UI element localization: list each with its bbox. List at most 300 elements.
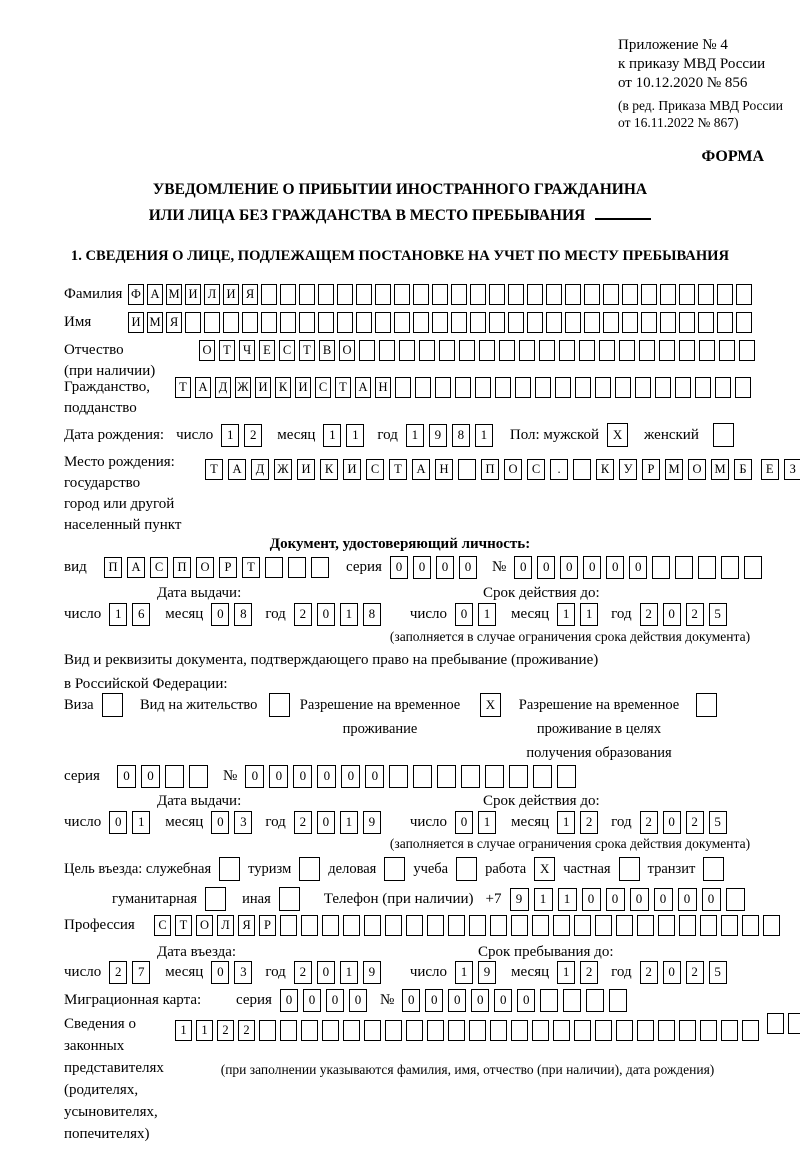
char-cell: 2: [686, 603, 704, 626]
char-cell: 8: [234, 603, 252, 626]
purpose-row: [64, 857, 724, 881]
char-cell: Е: [259, 340, 275, 361]
char-cell: [584, 312, 600, 333]
char-cell: [299, 857, 320, 881]
char-cell: К: [275, 377, 291, 398]
char-cell: 1: [323, 424, 341, 447]
char-cell: 2: [294, 811, 312, 834]
char-cell: 0: [117, 765, 136, 788]
char-cell: 0: [583, 556, 601, 579]
stay-year-cells: [640, 961, 732, 984]
char-cell: [261, 284, 277, 305]
char-cell: [427, 1020, 444, 1041]
char-cell: [721, 1020, 738, 1041]
char-cell: 0: [365, 765, 384, 788]
char-cell: [205, 887, 226, 911]
char-cell: [635, 377, 651, 398]
entry-month-cells: [211, 961, 257, 984]
char-cell: Д: [251, 459, 269, 480]
char-cell: [508, 312, 524, 333]
res-issue-header: Дата выдачи:: [157, 793, 242, 809]
char-cell: 0: [211, 961, 229, 984]
char-cell: X: [480, 693, 501, 717]
res-expiry-year-cells: [640, 811, 732, 834]
char-cell: З: [784, 459, 800, 480]
char-cell: [432, 284, 448, 305]
patronymic-label: Отчество (при наличии): [64, 342, 156, 379]
char-cell: [584, 284, 600, 305]
char-cell: [204, 312, 220, 333]
char-cell: О: [504, 459, 522, 480]
char-cell: [695, 377, 711, 398]
id-issue-year-label: год: [265, 606, 286, 623]
char-cell: [301, 1020, 318, 1041]
birth-year-cells: [406, 424, 498, 447]
entry-dates-row: [64, 961, 732, 984]
doc-number-label: №: [491, 559, 507, 576]
phone-label: Телефон (при наличии): [323, 890, 474, 907]
char-cell: 0: [537, 556, 555, 579]
form-title-line2-text: ИЛИ ЛИЦА БЕЗ ГРАЖДАНСТВА В МЕСТО ПРЕБЫВАНИЯ: [148, 207, 586, 224]
char-cell: 0: [341, 765, 360, 788]
char-cell: [763, 915, 780, 936]
doc-kind-label: вид: [64, 559, 87, 576]
char-cell: X: [607, 423, 628, 447]
char-cell: [435, 377, 451, 398]
char-cell: [559, 340, 575, 361]
residence-intro-line2: в Российской Федерации:: [64, 676, 228, 692]
char-cell: [461, 765, 480, 788]
char-cell: 1: [346, 424, 364, 447]
char-cell: [242, 312, 258, 333]
title-blank-underline: [595, 205, 651, 220]
patronymic-row: [64, 340, 759, 382]
res-expiry-note: (заполняется в случае ограничения срока действия документа): [389, 836, 751, 851]
char-cell: [767, 1013, 784, 1034]
purpose-other-checkbox: [279, 887, 300, 911]
char-cell: [715, 377, 731, 398]
purpose-study-checkbox: [456, 857, 477, 881]
birth-day-cells: [221, 424, 267, 447]
profession-label: Профессия: [64, 917, 135, 934]
char-cell: [721, 915, 738, 936]
char-cell: 0: [317, 961, 335, 984]
visa-option: [64, 693, 123, 717]
char-cell: Е: [761, 459, 779, 480]
char-cell: 1: [455, 961, 473, 984]
char-cell: [375, 284, 391, 305]
char-cell: [658, 1020, 675, 1041]
char-cell: [427, 915, 444, 936]
char-cell: [565, 284, 581, 305]
res-expiry-month-label: месяц: [511, 814, 550, 831]
char-cell: 1: [475, 424, 493, 447]
residence-permit-label: Вид на жительство: [140, 697, 258, 713]
char-cell: 2: [640, 603, 658, 626]
char-cell: И: [343, 459, 361, 480]
sex-male-label: Пол: мужской: [509, 426, 600, 443]
char-cell: И: [223, 284, 239, 305]
birth-year-label: год: [377, 426, 398, 443]
char-cell: 0: [280, 989, 298, 1012]
identity-doc-header: Документ, удостоверяющий личность:: [269, 536, 531, 552]
char-cell: [469, 915, 486, 936]
id-expiry-month-cells: [557, 603, 603, 626]
char-cell: 9: [478, 961, 496, 984]
char-cell: 5: [709, 603, 727, 626]
residence-permit-option: [140, 693, 290, 717]
char-cell: [703, 857, 724, 881]
char-cell: [533, 765, 552, 788]
char-cell: 1: [175, 1020, 192, 1041]
char-cell: [399, 340, 415, 361]
char-cell: [717, 312, 733, 333]
char-cell: [406, 1020, 423, 1041]
char-cell: 1: [558, 888, 577, 911]
purpose-commercial-checkbox: [384, 857, 405, 881]
char-cell: Р: [219, 557, 237, 578]
char-cell: Р: [642, 459, 660, 480]
purpose-prefix-label: Цель въезда: служебная: [64, 860, 212, 877]
mig-number-label: №: [379, 992, 395, 1009]
char-cell: [652, 556, 670, 579]
char-cell: 1: [557, 961, 575, 984]
char-cell: [343, 915, 360, 936]
mig-series-label: серия: [236, 992, 272, 1009]
char-cell: [439, 340, 455, 361]
purpose-commercial-label: деловая: [328, 860, 377, 877]
char-cell: Я: [238, 915, 255, 936]
char-cell: [265, 557, 283, 578]
char-cell: 0: [455, 811, 473, 834]
char-cell: [499, 340, 515, 361]
char-cell: 9: [363, 961, 381, 984]
id-expiry-month-label: месяц: [511, 606, 550, 623]
char-cell: 2: [580, 811, 598, 834]
purpose-work-label: работа: [485, 860, 527, 877]
char-cell: 1: [132, 811, 150, 834]
char-cell: 0: [413, 556, 431, 579]
char-cell: Ж: [235, 377, 251, 398]
char-cell: 0: [317, 811, 335, 834]
mig-series-cells: [280, 989, 372, 1012]
char-cell: 2: [640, 961, 658, 984]
char-cell: [470, 284, 486, 305]
char-cell: [519, 340, 535, 361]
birth-day-label: число: [176, 426, 214, 443]
char-cell: [679, 1020, 696, 1041]
char-cell: 0: [514, 556, 532, 579]
char-cell: 2: [686, 961, 704, 984]
char-cell: С: [527, 459, 545, 480]
patronymic-cells: [199, 340, 759, 361]
char-cell: 0: [606, 888, 625, 911]
char-cell: [658, 915, 675, 936]
phone-cells: [510, 888, 750, 911]
char-cell: [432, 312, 448, 333]
char-cell: [565, 312, 581, 333]
char-cell: 0: [269, 765, 288, 788]
char-cell: [535, 377, 551, 398]
entry-year-cells: [294, 961, 386, 984]
res-dates-row: [64, 811, 732, 834]
birth-place-row2: [761, 459, 800, 480]
char-cell: X: [534, 857, 555, 881]
char-cell: [223, 312, 239, 333]
char-cell: О: [196, 915, 213, 936]
char-cell: И: [255, 377, 271, 398]
char-cell: [448, 915, 465, 936]
char-cell: [394, 284, 410, 305]
char-cell: [413, 312, 429, 333]
form-title-line1: УВЕДОМЛЕНИЕ О ПРИБЫТИИ ИНОСТРАННОГО ГРАЖДАНИНА: [152, 181, 648, 198]
temp-residence-education-option: [510, 693, 717, 765]
id-expiry-year-cells: [640, 603, 732, 626]
residence-series-label: серия: [64, 768, 100, 785]
char-cell: 0: [663, 811, 681, 834]
char-cell: [343, 1020, 360, 1041]
char-cell: 1: [221, 424, 239, 447]
char-cell: 0: [517, 989, 535, 1012]
char-cell: 0: [678, 888, 697, 911]
visa-checkbox: [102, 693, 123, 717]
purpose-humanitarian-checkbox: [205, 887, 226, 911]
char-cell: [595, 377, 611, 398]
char-cell: 2: [238, 1020, 255, 1041]
char-cell: [555, 377, 571, 398]
char-cell: [675, 377, 691, 398]
purpose-private-checkbox: [619, 857, 640, 881]
char-cell: 0: [109, 811, 127, 834]
char-cell: [573, 459, 591, 480]
char-cell: [679, 284, 695, 305]
char-cell: [337, 312, 353, 333]
char-cell: [532, 915, 549, 936]
char-cell: И: [128, 312, 144, 333]
char-cell: [509, 765, 528, 788]
char-cell: 0: [326, 989, 344, 1012]
char-cell: [356, 312, 372, 333]
char-cell: [419, 340, 435, 361]
entry-date-header: Дата въезда:: [157, 944, 237, 960]
char-cell: Т: [335, 377, 351, 398]
id-expiry-day-cells: [455, 603, 501, 626]
char-cell: Т: [205, 459, 223, 480]
char-cell: У: [619, 459, 637, 480]
char-cell: 1: [478, 603, 496, 626]
phone-prefix: +7: [485, 890, 502, 907]
doc-series-cells: [390, 556, 482, 579]
char-cell: И: [297, 459, 315, 480]
birth-date-label: Дата рождения:: [64, 426, 165, 443]
char-cell: 9: [429, 424, 447, 447]
char-cell: М: [147, 312, 163, 333]
birth-place-block: [64, 452, 800, 536]
res-issue-day-label: число: [64, 814, 102, 831]
char-cell: 1: [406, 424, 424, 447]
char-cell: [675, 556, 693, 579]
char-cell: [280, 312, 296, 333]
char-cell: [619, 340, 635, 361]
char-cell: [700, 915, 717, 936]
char-cell: 1: [340, 811, 358, 834]
char-cell: О: [339, 340, 355, 361]
char-cell: [641, 312, 657, 333]
char-cell: 2: [109, 961, 127, 984]
representatives-note: (при заполнении указываются фамилия, имя, отчество (при наличии), дата рождения): [220, 1062, 715, 1078]
purpose-business-checkbox: [219, 857, 240, 881]
char-cell: [553, 1020, 570, 1041]
char-cell: [744, 556, 762, 579]
char-cell: [527, 312, 543, 333]
entry-day-cells: [109, 961, 155, 984]
char-cell: [394, 312, 410, 333]
char-cell: 0: [211, 811, 229, 834]
char-cell: [698, 284, 714, 305]
char-cell: А: [127, 557, 145, 578]
char-cell: Н: [375, 377, 391, 398]
char-cell: Т: [219, 340, 235, 361]
char-cell: [615, 377, 631, 398]
char-cell: [719, 340, 735, 361]
char-cell: [458, 459, 476, 480]
purpose-other-label: иная: [242, 890, 271, 907]
char-cell: 1: [478, 811, 496, 834]
profession-cells: [154, 915, 784, 936]
id-dates-row: [64, 603, 732, 626]
temp-residence-education-label: Разрешение на временное проживание в целях получения образования: [518, 697, 680, 761]
purpose-tourism-checkbox: [299, 857, 320, 881]
char-cell: [280, 284, 296, 305]
char-cell: [385, 915, 402, 936]
char-cell: [700, 1020, 717, 1041]
birth-month-cells: [323, 424, 369, 447]
char-cell: 0: [141, 765, 160, 788]
char-cell: [259, 1020, 276, 1041]
char-cell: [318, 284, 334, 305]
char-cell: [599, 340, 615, 361]
surname-row: [64, 284, 755, 305]
char-cell: 1: [534, 888, 553, 911]
char-cell: Т: [242, 557, 260, 578]
residence-series-row: [64, 765, 581, 788]
char-cell: [185, 312, 201, 333]
char-cell: 7: [132, 961, 150, 984]
birth-place-label: Место рождения: государство город или другой населенный пункт: [64, 454, 182, 533]
char-cell: [788, 1013, 800, 1034]
char-cell: [619, 857, 640, 881]
char-cell: [515, 377, 531, 398]
char-cell: [485, 765, 504, 788]
char-cell: [527, 284, 543, 305]
char-cell: [280, 1020, 297, 1041]
char-cell: 0: [663, 603, 681, 626]
doc-series-label: серия: [346, 559, 382, 576]
char-cell: А: [147, 284, 163, 305]
citizenship-cells: [175, 377, 755, 398]
char-cell: [616, 915, 633, 936]
citizenship-label: Гражданство, подданство: [64, 379, 151, 416]
char-cell: 2: [244, 424, 262, 447]
char-cell: [721, 556, 739, 579]
birth-date-row: [64, 423, 734, 447]
char-cell: [698, 556, 716, 579]
char-cell: [622, 284, 638, 305]
char-cell: [322, 915, 339, 936]
char-cell: [219, 857, 240, 881]
entry-month-label: месяц: [165, 964, 204, 981]
char-cell: И: [185, 284, 201, 305]
char-cell: С: [154, 915, 171, 936]
char-cell: [489, 312, 505, 333]
char-cell: [603, 284, 619, 305]
char-cell: [495, 377, 511, 398]
char-cell: [511, 915, 528, 936]
char-cell: [553, 915, 570, 936]
char-cell: Ж: [274, 459, 292, 480]
char-cell: 0: [303, 989, 321, 1012]
char-cell: 3: [234, 811, 252, 834]
char-cell: [713, 423, 734, 447]
char-cell: [579, 340, 595, 361]
representatives-row1: [175, 1020, 763, 1041]
char-cell: Д: [215, 377, 231, 398]
char-cell: 8: [452, 424, 470, 447]
char-cell: [511, 1020, 528, 1041]
char-cell: [575, 377, 591, 398]
id-issue-month-label: месяц: [165, 606, 204, 623]
char-cell: [301, 915, 318, 936]
char-cell: 0: [245, 765, 264, 788]
char-cell: .: [550, 459, 568, 480]
char-cell: 0: [629, 556, 647, 579]
res-expiry-month-cells: [557, 811, 603, 834]
char-cell: Я: [242, 284, 258, 305]
stay-day-label: число: [409, 964, 448, 981]
char-cell: А: [195, 377, 211, 398]
char-cell: 0: [654, 888, 673, 911]
temp-residence-education-checkbox: [696, 693, 717, 717]
edition-line-2: от 16.11.2022 № 867): [618, 115, 739, 130]
char-cell: С: [279, 340, 295, 361]
char-cell: [165, 765, 184, 788]
char-cell: [595, 915, 612, 936]
residence-number-label: №: [223, 768, 238, 785]
char-cell: [318, 312, 334, 333]
char-cell: 1: [557, 603, 575, 626]
char-cell: А: [228, 459, 246, 480]
representatives-row2: [767, 1013, 800, 1034]
char-cell: 0: [317, 765, 336, 788]
name-cells: [128, 312, 755, 333]
char-cell: [586, 989, 604, 1012]
char-cell: [479, 340, 495, 361]
char-cell: [539, 340, 555, 361]
char-cell: [698, 312, 714, 333]
res-issue-year-label: год: [265, 814, 286, 831]
char-cell: [622, 312, 638, 333]
stay-day-cells: [455, 961, 501, 984]
char-cell: 2: [217, 1020, 234, 1041]
char-cell: 0: [606, 556, 624, 579]
char-cell: А: [412, 459, 430, 480]
char-cell: 0: [560, 556, 578, 579]
char-cell: [102, 693, 123, 717]
birth-month-label: месяц: [277, 426, 316, 443]
surname-label: Фамилия: [64, 286, 123, 303]
char-cell: 1: [340, 961, 358, 984]
temp-residence-label: Разрешение на временное проживание: [299, 697, 461, 737]
